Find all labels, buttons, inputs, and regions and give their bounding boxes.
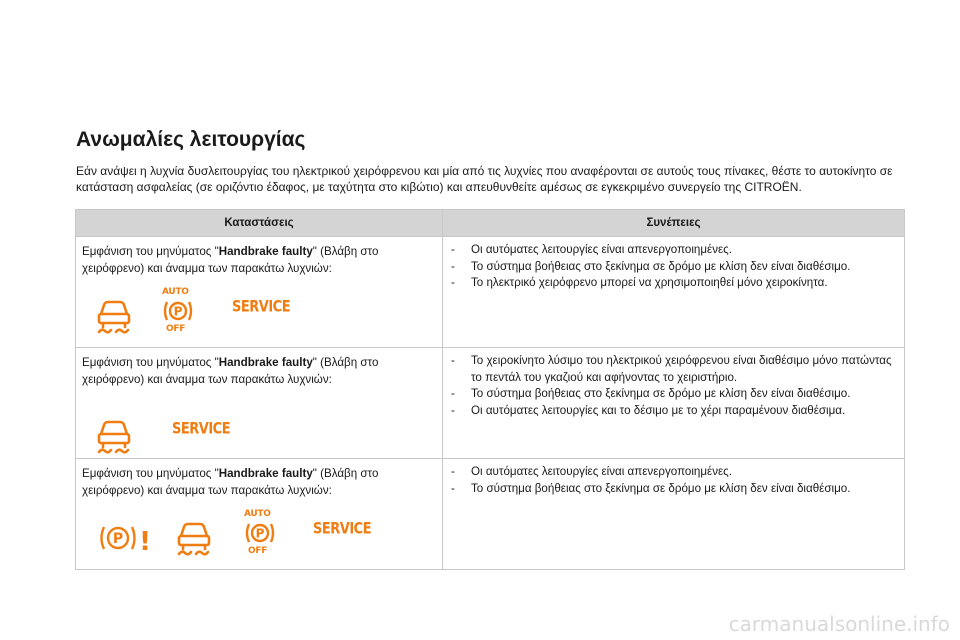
- situation-cell: [76, 348, 443, 459]
- consequence-cell: [443, 348, 905, 459]
- situation-text: Εμφάνιση του μηνύματος "Handbrake faulty" (Βλάβη στο χειρόφρενο) και άναμμα των παρακάτω λυχνιών:: [82, 245, 379, 275]
- consequence-list: [443, 459, 904, 497]
- svg-text:P: P: [173, 304, 183, 319]
- situation-cell: [76, 459, 443, 570]
- situation-text: Εμφάνιση του μηνύματος "Handbrake faulty" (Βλάβη στο χειρόφρενο) και άναμμα των παρακάτω λυχνιών:: [82, 467, 379, 497]
- park-brake-fault-icon: [98, 521, 152, 558]
- svg-text:P: P: [112, 531, 124, 547]
- list-item: - Οι αυτόματες λειτουργίες είναι απενεργοποιημένες.: [451, 242, 894, 259]
- table-row: [76, 459, 905, 570]
- svg-text:P: P: [255, 526, 265, 541]
- message-name: Handbrake faulty: [218, 245, 313, 258]
- table-row: [76, 237, 905, 348]
- malfunction-table: [75, 209, 905, 570]
- situation-cell: [76, 237, 443, 348]
- page-title: Ανωμαλίες λειτουργίας: [76, 128, 306, 151]
- warning-lamps: [76, 287, 442, 347]
- service-icon: SERVICE: [232, 298, 291, 317]
- list-item: - Το σύστημα βοήθειας στο ξεκίνημα σε δρόμο με κλίση δεν είναι διαθέσιμο.: [451, 481, 894, 498]
- esp-skid-icon: [176, 519, 212, 562]
- header-situations: Καταστάσεις: [76, 210, 443, 237]
- list-item: - Οι αυτόματες λειτουργίες είναι απενεργοποιημένες.: [451, 464, 894, 481]
- auto-park-off-icon: AUTO P OFF: [160, 289, 194, 337]
- esp-skid-icon: [96, 297, 132, 340]
- message-name: Handbrake faulty: [218, 467, 313, 480]
- table-row: [76, 348, 905, 459]
- auto-park-off-icon: AUTO P OFF: [242, 511, 276, 559]
- situation-text: Εμφάνιση του μηνύματος "Handbrake faulty" (Βλάβη στο χειρόφρενο) και άναμμα των παρακάτω λυχνιών:: [82, 356, 379, 386]
- watermark: carmanualsonline.info: [728, 612, 950, 636]
- service-icon: SERVICE: [313, 520, 372, 539]
- list-item: - Οι αυτόματες λειτουργίες και το δέσιμο με το χέρι παραμένουν διαθέσιμα.: [451, 403, 894, 420]
- consequence-list: [443, 348, 904, 419]
- list-item: - Το χειροκίνητο λύσιμο του ηλεκτρικού χειρόφρενου είναι διαθέσιμο μόνο πατώντας το πεντάλ του γκαζιού και αφήνοντας το χειριστήριο.: [451, 353, 894, 386]
- svg-text:!: !: [139, 527, 151, 555]
- service-icon: SERVICE: [172, 420, 231, 439]
- list-item: - Το ηλεκτρικό χειρόφρενο μπορεί να χρησιμοποιηθεί μόνο χειροκίνητα.: [451, 275, 894, 292]
- intro-paragraph: Εάν ανάψει η λυχνία δυσλειτουργίας του ηλεκτρικού χειρόφρενου και μία από τις λυχνίες που αναφέρονται σε αυτούς τους πίνακες, θέστε το αυτοκίνητο σε κατάσταση ασφαλείας (σε οριζόντιο έδαφος, με ταχύτητα στο κιβώτιο) και απευθυνθείτε αμέσως σε εγκεκριμένο συνεργείο της CITROËN.: [76, 164, 893, 194]
- header-consequences: Συνέπειες: [443, 210, 905, 237]
- consequence-cell: [443, 237, 905, 348]
- list-item: - Το σύστημα βοήθειας στο ξεκίνημα σε δρόμο με κλίση δεν είναι διαθέσιμο.: [451, 386, 894, 403]
- consequence-list: [443, 237, 904, 292]
- esp-skid-icon: [96, 417, 132, 460]
- message-name: Handbrake faulty: [218, 356, 313, 369]
- consequence-cell: [443, 459, 905, 570]
- list-item: - Το σύστημα βοήθειας στο ξεκίνημα σε δρόμο με κλίση δεν είναι διαθέσιμο.: [451, 259, 894, 276]
- warning-lamps: [76, 509, 442, 569]
- warning-lamps: [76, 398, 442, 458]
